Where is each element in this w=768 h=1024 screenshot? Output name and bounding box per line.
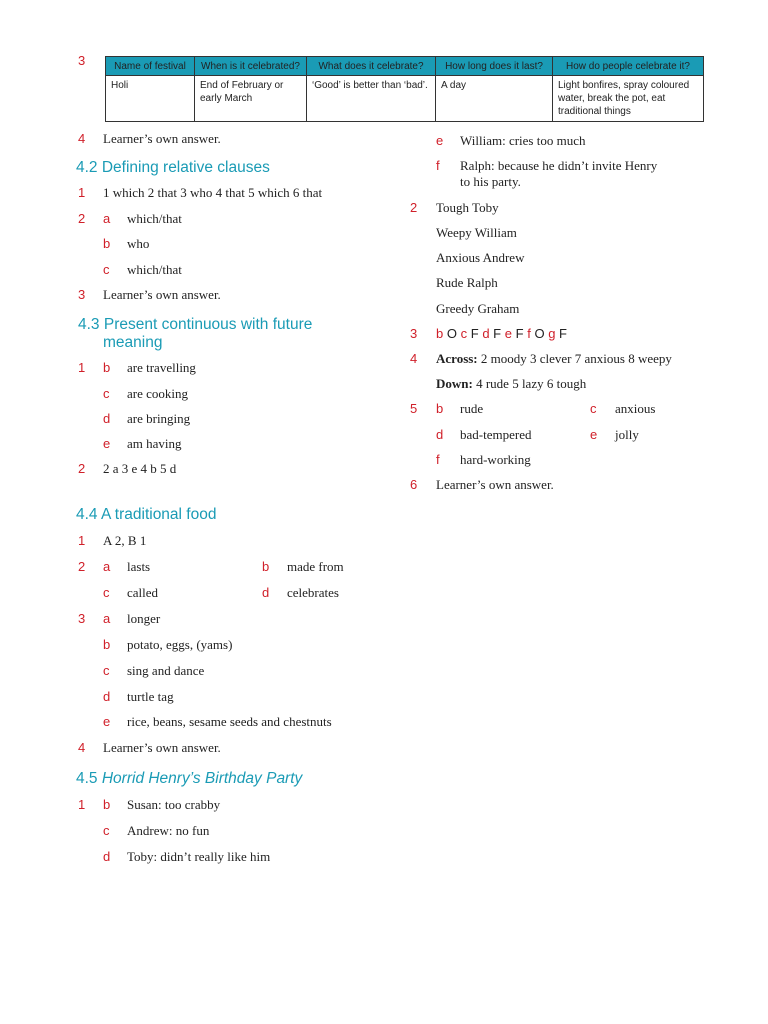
answer-true-false-list: [436, 326, 567, 341]
item-letter: b: [103, 360, 111, 375]
section-heading-4-2: 4.2 Defining relative clauses: [76, 159, 270, 176]
cell-how-celebrate: Light bonfires, spray coloured water, break the pot, eat traditional things: [553, 76, 704, 122]
answer-value: O: [446, 326, 457, 341]
section-heading-4-5: [76, 770, 302, 788]
item-letter: b: [103, 797, 111, 812]
question-number: 2: [410, 200, 418, 215]
answer-value: F: [515, 326, 524, 341]
item-letter: b: [262, 559, 270, 574]
character-name: Anxious Andrew: [436, 250, 525, 265]
item-letter: f: [436, 158, 440, 173]
item-letter: d: [482, 326, 490, 341]
question-number-3: 3: [78, 53, 86, 68]
answer-text: Andrew: no fun: [127, 823, 210, 838]
section-heading-4-3-cont: meaning: [103, 334, 163, 351]
character-name: Rude Ralph: [436, 275, 498, 290]
answer-text: Ralph: because he didn’t invite Henry: [460, 158, 658, 173]
answer-text: rice, beans, sesame seeds and chestnuts: [127, 714, 332, 729]
answer-text: to his party.: [460, 174, 521, 189]
item-letter: d: [103, 689, 111, 704]
item-letter: d: [436, 427, 444, 442]
festival-table-row: [106, 76, 704, 122]
item-letter: c: [103, 386, 110, 401]
cell-when: End of February or early March: [195, 76, 307, 122]
answer-text: Toby: didn’t really like him: [127, 849, 271, 864]
item-letter: f: [527, 326, 531, 341]
item-letter: a: [103, 559, 111, 574]
answer-value: F: [559, 326, 567, 341]
answer-text: anxious: [615, 401, 656, 416]
answer-text: called: [127, 585, 159, 600]
answer-text: which/that: [127, 262, 182, 277]
answer-text: who: [127, 236, 150, 251]
answer-text: lasts: [127, 559, 151, 574]
item-letter: e: [103, 436, 111, 451]
answer-text: William: cries too much: [460, 133, 586, 148]
cell-how-long: A day: [436, 76, 553, 122]
answer-text: made from: [287, 559, 344, 574]
festival-table-header-row: [106, 57, 704, 76]
down-label: Down:: [436, 376, 473, 391]
answer-value: F: [493, 326, 502, 341]
character-name: Tough Toby: [436, 200, 499, 215]
question-number: 2: [78, 559, 86, 574]
item-letter: c: [103, 663, 110, 678]
answer-text: Learner’s own answer.: [103, 131, 221, 146]
answer-text: jolly: [615, 427, 639, 442]
down-answers: 4 rude 5 lazy 6 tough: [472, 376, 587, 391]
item-letter: a: [103, 611, 111, 626]
answer-text: are bringing: [127, 411, 191, 426]
item-letter: c: [460, 326, 468, 341]
col-header-when: When is it celebrated?: [195, 57, 307, 76]
answer-value: O: [534, 326, 545, 341]
character-name: Greedy Graham: [436, 301, 520, 316]
item-letter: e: [103, 714, 111, 729]
cell-name: Holi: [106, 76, 195, 122]
answer-text: 2 a 3 e 4 b 5 d: [103, 461, 177, 476]
answer-text: are cooking: [127, 386, 189, 401]
answer-value: F: [470, 326, 479, 341]
story-title: Horrid Henry’s Birthday Party: [101, 770, 303, 787]
character-name: Weepy William: [436, 225, 517, 240]
answer-text: Learner’s own answer.: [436, 477, 554, 492]
question-number: 1: [78, 533, 86, 548]
section-heading-4-4: 4.4 A traditional food: [76, 506, 217, 523]
across-label: Across:: [436, 351, 478, 366]
question-number: 1: [78, 797, 86, 812]
question-number: 3: [410, 326, 418, 341]
answer-text: which/that: [127, 211, 182, 226]
across-answers: 2 moody 3 clever 7 anxious 8 weepy: [477, 351, 672, 366]
item-letter: c: [103, 262, 110, 277]
question-number: 1: [78, 185, 86, 200]
answer-text: bad-tempered: [460, 427, 532, 442]
answer-text: am having: [127, 436, 182, 451]
festival-table: [105, 56, 704, 122]
item-letter: b: [436, 401, 444, 416]
col-header-how-celebrate: How do people celebrate it?: [553, 57, 704, 76]
answer-text: Learner’s own answer.: [103, 740, 221, 755]
item-letter: c: [103, 823, 110, 838]
item-letter: e: [436, 133, 444, 148]
item-letter: f: [436, 452, 440, 467]
section-number: 4.5: [76, 770, 102, 787]
item-letter: e: [590, 427, 598, 442]
question-number: 2: [78, 461, 86, 476]
section-heading-4-3: 4.3 Present continuous with future: [78, 316, 313, 333]
question-number: 4: [78, 131, 86, 146]
question-number: 1: [78, 360, 86, 375]
col-header-name: Name of festival: [106, 57, 195, 76]
question-number: 5: [410, 401, 418, 416]
item-letter: b: [436, 326, 444, 341]
crossword-down: [436, 376, 586, 392]
answer-text: hard-working: [460, 452, 531, 467]
answer-text: are travelling: [127, 360, 196, 375]
answer-text: Susan: too crabby: [127, 797, 221, 812]
item-letter: d: [103, 411, 111, 426]
item-letter: d: [103, 849, 111, 864]
answer-text: 1 which 2 that 3 who 4 that 5 which 6 that: [103, 185, 323, 200]
question-number: 3: [78, 287, 86, 302]
question-number: 3: [78, 611, 86, 626]
item-letter: e: [504, 326, 512, 341]
question-number: 2: [78, 211, 86, 226]
answer-text: sing and dance: [127, 663, 205, 678]
answer-text: turtle tag: [127, 689, 174, 704]
item-letter: a: [103, 211, 111, 226]
item-letter: c: [103, 585, 110, 600]
question-number: 6: [410, 477, 418, 492]
clipped-text-fragment: [78, 488, 158, 491]
col-header-what: What does it celebrate?: [307, 57, 436, 76]
cell-what: ‘Good’ is better than ‘bad’.: [307, 76, 436, 122]
item-letter: d: [262, 585, 270, 600]
answer-text: celebrates: [287, 585, 339, 600]
answer-text: Learner’s own answer.: [103, 287, 221, 302]
answer-text: A 2, B 1: [103, 533, 147, 548]
question-number: 4: [78, 740, 86, 755]
answer-text: longer: [127, 611, 161, 626]
col-header-how-long: How long does it last?: [436, 57, 553, 76]
item-letter: b: [103, 236, 111, 251]
crossword-across: [436, 351, 672, 367]
answer-text: potato, eggs, (yams): [127, 637, 233, 652]
item-letter: c: [590, 401, 597, 416]
question-number: 4: [410, 351, 418, 366]
answer-text: rude: [460, 401, 484, 416]
item-letter: g: [548, 326, 556, 341]
item-letter: b: [103, 637, 111, 652]
